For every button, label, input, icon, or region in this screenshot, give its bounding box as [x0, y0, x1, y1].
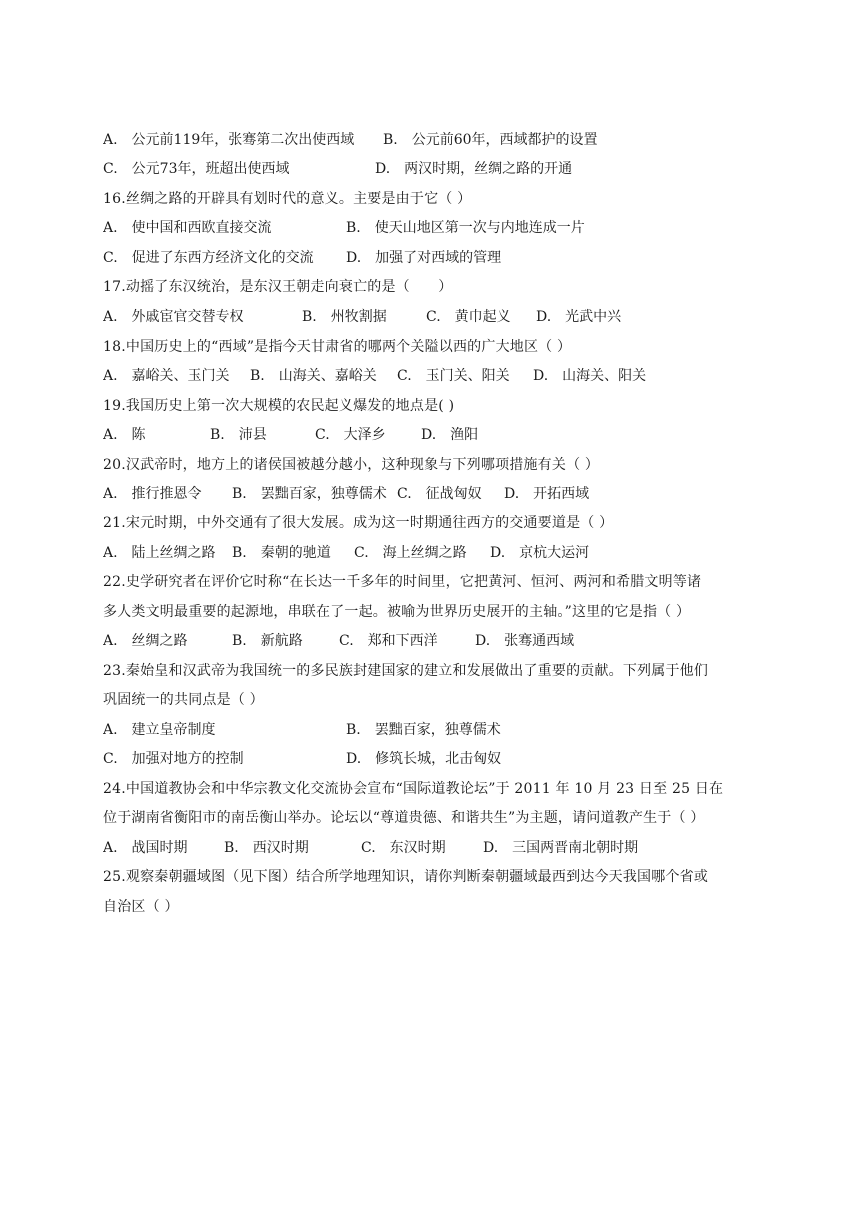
q18-stem: 18.中国历史上的“西域”是指今天甘肃省的哪两个关隘以西的广大地区（ ）	[103, 339, 572, 355]
q15-option-a: A. 公元前119年，张骞第二次出使西域	[103, 132, 355, 148]
q17-option-a: A. 外戚宦官交替专权	[103, 309, 244, 325]
q23-options-row-1	[103, 720, 763, 740]
q20-option-b: B. 罢黜百家，独尊儒术	[232, 486, 387, 502]
q18-option-c: C. 玉门关、阳关	[397, 368, 510, 384]
q21-stem: 21.宋元时期，中外交通有了很大发展。成为这一时期通往西方的交通要道是（ ）	[103, 515, 614, 531]
q22-option-d: D. 张骞通西域	[475, 633, 575, 649]
q16-option-c: C. 促进了东西方经济文化的交流	[103, 250, 314, 266]
q16-stem: 16.丝绸之路的开辟具有划时代的意义。主要是由于它（ ）	[103, 191, 472, 207]
q20-option-d: D. 开拓西域	[504, 486, 590, 502]
q24-options	[103, 838, 763, 858]
q20-option-a: A. 推行推恩令	[103, 486, 202, 502]
q19-option-c: C. 大泽乡	[315, 427, 386, 443]
q15-options-row-2	[103, 159, 763, 179]
q16-options-row-2	[103, 248, 763, 268]
q22-option-c: C. 郑和下西洋	[339, 633, 438, 649]
q23-options-row-2	[103, 749, 763, 769]
q15-option-c: C. 公元73年，班超出使西域	[103, 161, 290, 177]
q19-option-a: A. 陈	[103, 427, 146, 443]
q23-option-c: C. 加强对地方的控制	[103, 751, 244, 767]
q22-option-b: B. 新航路	[232, 633, 303, 649]
q21-options	[103, 543, 763, 563]
q18-option-a: A. 嘉峪关、玉门关	[103, 368, 230, 384]
q18-option-d: D. 山海关、阳关	[533, 368, 647, 384]
q15-options-row-1	[103, 130, 763, 150]
q22-stem-line-1: 22.史学研究者在评价它时称“在长达一千多年的时间里，它把黄河、恒河、两河和希腊文明等诸	[103, 574, 702, 590]
q16-option-b: B. 使天山地区第一次与内地连成一片	[346, 220, 585, 236]
q20-option-c: C. 征战匈奴	[397, 486, 482, 502]
q25-stem-line-1: 25.观察秦朝疆域图（见下图）结合所学地理知识，请你判断秦朝疆域最西到达今天我国哪个省或	[103, 869, 709, 885]
q19-option-b: B. 沛县	[210, 427, 267, 443]
q23-option-d: D. 修筑长城，北击匈奴	[346, 751, 502, 767]
q19-options	[103, 425, 763, 445]
q24-option-a: A. 战国时期	[103, 840, 188, 856]
q24-option-b: B. 西汉时期	[224, 840, 309, 856]
q17-option-b: B. 州牧割据	[302, 309, 387, 325]
q16-options-row-1	[103, 218, 763, 238]
q16-option-d: D. 加强了对西域的管理	[346, 250, 502, 266]
q19-option-d: D. 渔阳	[421, 427, 479, 443]
q22-options	[103, 631, 763, 651]
q15-option-d: D. 两汉时期，丝绸之路的开通	[375, 161, 573, 177]
q24-option-d: D. 三国两晋南北朝时期	[483, 840, 639, 856]
q21-option-a: A. 陆上丝绸之路	[103, 545, 216, 561]
q21-option-c: C. 海上丝绸之路	[354, 545, 467, 561]
q23-option-b: B. 罢黜百家，独尊儒术	[346, 722, 501, 738]
q20-stem: 20.汉武帝时，地方上的诸侯国被越分越小，这种现象与下列哪项措施有关（ ）	[103, 457, 600, 473]
q21-option-b: B. 秦朝的驰道	[232, 545, 331, 561]
q20-options	[103, 484, 763, 504]
q24-stem-line-2: 位于湖南省衡阳市的南岳衡山举办。论坛以“尊道贵德、和谐共生”为主题，请问道教产生于（ ）	[103, 810, 705, 826]
q18-options	[103, 366, 763, 386]
q17-option-d: D. 光武中兴	[536, 309, 622, 325]
q22-option-a: A. 丝绸之路	[103, 633, 188, 649]
q22-stem-line-2: 多人类文明最重要的起源地，串联在了一起。被喻为世界历史展开的主轴。”这里的它是指（ ）	[103, 604, 691, 620]
q25-stem-line-2: 自治区（ ）	[103, 899, 179, 915]
q23-stem-line-2: 巩固统一的共同点是（ ）	[103, 692, 264, 708]
q17-stem: 17.动摇了东汉统治，是东汉王朝走向衰亡的是（ ）	[103, 279, 453, 295]
q18-option-b: B. 山海关、嘉峪关	[250, 368, 377, 384]
q24-stem-line-1: 24.中国道教协会和中华宗教文化交流协会宣布“国际道教论坛”于 2011 年 10 月 23 日至 25 日在	[103, 781, 724, 797]
q19-stem: 19.我国历史上第一次大规模的农民起义爆发的地点是( )	[103, 398, 455, 414]
q16-option-a: A. 使中国和西欧直接交流	[103, 220, 272, 236]
q21-option-d: D. 京杭大运河	[490, 545, 590, 561]
q23-option-a: A. 建立皇帝制度	[103, 722, 216, 738]
q24-option-c: C. 东汉时期	[361, 840, 446, 856]
q23-stem-line-1: 23.秦始皇和汉武帝为我国统一的多民族封建国家的建立和发展做出了重要的贡献。下列属于他们	[103, 663, 709, 679]
q17-option-c: C. 黄巾起义	[426, 309, 511, 325]
q15-option-b: B. 公元前60年，西域都护的设置	[383, 132, 598, 148]
q17-options	[103, 307, 763, 327]
